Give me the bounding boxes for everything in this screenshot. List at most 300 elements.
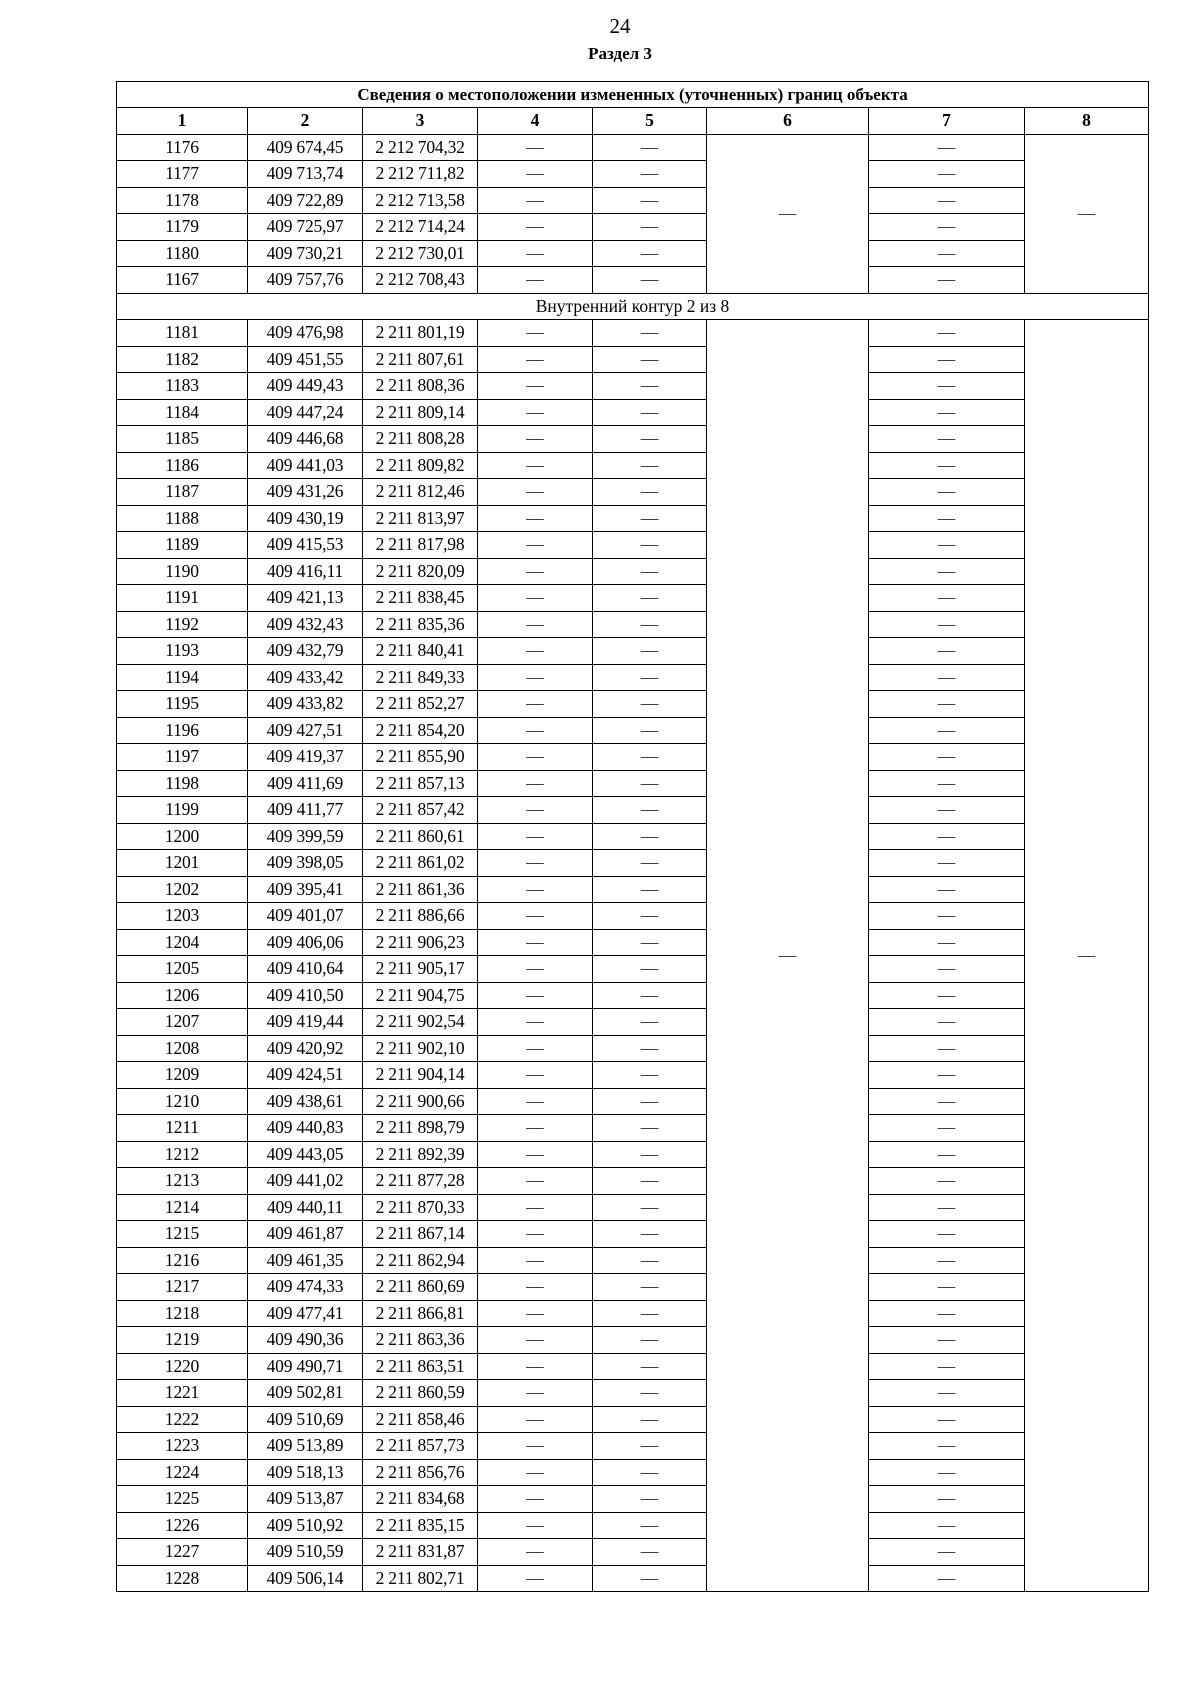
point-number: 1216	[117, 1247, 248, 1274]
table-row	[117, 1353, 1149, 1380]
point-number: 1191	[117, 585, 248, 612]
coordinate-x: 409 410,50	[248, 982, 363, 1009]
dash-cell: —	[478, 823, 593, 850]
dash-cell: —	[478, 267, 593, 294]
dash-cell: —	[869, 1433, 1025, 1460]
coordinate-x: 409 424,51	[248, 1062, 363, 1089]
table-row	[117, 1459, 1149, 1486]
coordinate-y: 2 211 862,94	[363, 1247, 478, 1274]
coordinate-y: 2 211 856,76	[363, 1459, 478, 1486]
dash-cell: —	[478, 1353, 593, 1380]
dash-cell: —	[869, 1194, 1025, 1221]
dash-cell: —	[593, 1433, 707, 1460]
dash-cell: —	[869, 267, 1025, 294]
table-row	[117, 1115, 1149, 1142]
coordinate-x: 409 474,33	[248, 1274, 363, 1301]
table-row	[117, 956, 1149, 983]
point-number: 1220	[117, 1353, 248, 1380]
point-number: 1182	[117, 346, 248, 373]
dash-cell: —	[869, 214, 1025, 241]
dash-cell: —	[593, 373, 707, 400]
dash-cell: —	[478, 1539, 593, 1566]
coordinate-x: 409 510,69	[248, 1406, 363, 1433]
coordinate-x: 409 713,74	[248, 161, 363, 188]
dash-cell: —	[869, 664, 1025, 691]
dash-cell: —	[593, 240, 707, 267]
dash-cell: —	[593, 1062, 707, 1089]
point-number: 1211	[117, 1115, 248, 1142]
dash-cell: —	[478, 638, 593, 665]
dash-cell: —	[478, 373, 593, 400]
coordinate-x: 409 674,45	[248, 134, 363, 161]
point-number: 1222	[117, 1406, 248, 1433]
dash-cell: —	[478, 187, 593, 214]
coordinate-y: 2 212 711,82	[363, 161, 478, 188]
table-row	[117, 1300, 1149, 1327]
dash-cell: —	[478, 1194, 593, 1221]
coordinate-y: 2 211 809,82	[363, 452, 478, 479]
table-row	[117, 1539, 1149, 1566]
coordinate-x: 409 513,87	[248, 1486, 363, 1513]
coordinates-table	[116, 81, 1149, 1592]
coordinate-x: 409 411,69	[248, 770, 363, 797]
coordinate-y: 2 211 861,02	[363, 850, 478, 877]
dash-cell: —	[478, 585, 593, 612]
coordinate-y: 2 211 861,36	[363, 876, 478, 903]
coordinate-x: 409 415,53	[248, 532, 363, 559]
dash-cell: —	[478, 956, 593, 983]
dash-cell: —	[869, 929, 1025, 956]
table-row	[117, 134, 1149, 161]
dash-cell: —	[869, 399, 1025, 426]
dash-cell: —	[593, 1539, 707, 1566]
point-number: 1189	[117, 532, 248, 559]
coordinate-y: 2 211 905,17	[363, 956, 478, 983]
coordinate-x: 409 447,24	[248, 399, 363, 426]
coordinate-x: 409 438,61	[248, 1088, 363, 1115]
point-number: 1198	[117, 770, 248, 797]
column-header: 5	[593, 108, 707, 135]
table-row	[117, 1168, 1149, 1195]
coordinate-x: 409 502,81	[248, 1380, 363, 1407]
point-number: 1190	[117, 558, 248, 585]
point-number: 1183	[117, 373, 248, 400]
dash-cell: —	[593, 664, 707, 691]
dash-cell: —	[593, 1194, 707, 1221]
dash-cell: —	[593, 479, 707, 506]
dash-cell: —	[869, 1221, 1025, 1248]
coordinate-y: 2 211 904,75	[363, 982, 478, 1009]
dash-cell: —	[478, 1274, 593, 1301]
coordinate-y: 2 211 860,69	[363, 1274, 478, 1301]
table-row	[117, 1380, 1149, 1407]
coordinate-y: 2 211 831,87	[363, 1539, 478, 1566]
dash-cell: —	[869, 320, 1025, 347]
dash-cell: —	[593, 187, 707, 214]
dash-cell: —	[593, 399, 707, 426]
dash-cell: —	[869, 1459, 1025, 1486]
point-number: 1203	[117, 903, 248, 930]
coordinate-x: 409 443,05	[248, 1141, 363, 1168]
coordinate-x: 409 506,14	[248, 1565, 363, 1592]
coordinate-x: 409 419,44	[248, 1009, 363, 1036]
point-number: 1214	[117, 1194, 248, 1221]
dash-cell: —	[869, 1353, 1025, 1380]
point-number: 1221	[117, 1380, 248, 1407]
coordinate-y: 2 211 852,27	[363, 691, 478, 718]
dash-cell: —	[869, 1539, 1025, 1566]
merged-dash-cell: —	[707, 320, 869, 1592]
coordinate-x: 409 441,03	[248, 452, 363, 479]
dash-cell: —	[869, 770, 1025, 797]
dash-cell: —	[478, 1459, 593, 1486]
dash-cell: —	[478, 214, 593, 241]
coordinate-y: 2 211 886,66	[363, 903, 478, 930]
coordinate-x: 409 449,43	[248, 373, 363, 400]
point-number: 1212	[117, 1141, 248, 1168]
dash-cell: —	[593, 161, 707, 188]
dash-cell: —	[593, 1512, 707, 1539]
dash-cell: —	[593, 638, 707, 665]
point-number: 1202	[117, 876, 248, 903]
dash-cell: —	[593, 929, 707, 956]
table-row	[117, 1406, 1149, 1433]
dash-cell: —	[869, 1115, 1025, 1142]
dash-cell: —	[593, 1565, 707, 1592]
dash-cell: —	[478, 1247, 593, 1274]
table-row	[117, 161, 1149, 188]
dash-cell: —	[478, 1433, 593, 1460]
coordinate-x: 409 461,87	[248, 1221, 363, 1248]
point-number: 1224	[117, 1459, 248, 1486]
dash-cell: —	[593, 691, 707, 718]
coordinate-x: 409 430,19	[248, 505, 363, 532]
point-number: 1167	[117, 267, 248, 294]
dash-cell: —	[478, 134, 593, 161]
table-row	[117, 1194, 1149, 1221]
dash-cell: —	[869, 1300, 1025, 1327]
point-number: 1219	[117, 1327, 248, 1354]
coordinate-y: 2 211 866,81	[363, 1300, 478, 1327]
dash-cell: —	[478, 1009, 593, 1036]
point-number: 1180	[117, 240, 248, 267]
table-row	[117, 1274, 1149, 1301]
dash-cell: —	[869, 240, 1025, 267]
dash-cell: —	[478, 664, 593, 691]
dash-cell: —	[869, 1327, 1025, 1354]
column-header: 1	[117, 108, 248, 135]
coordinate-y: 2 211 849,33	[363, 664, 478, 691]
coordinate-x: 409 432,43	[248, 611, 363, 638]
coordinate-x: 409 406,06	[248, 929, 363, 956]
coordinate-y: 2 211 812,46	[363, 479, 478, 506]
dash-cell: —	[593, 1009, 707, 1036]
dash-cell: —	[869, 585, 1025, 612]
dash-cell: —	[869, 956, 1025, 983]
coordinate-x: 409 419,37	[248, 744, 363, 771]
coordinate-y: 2 211 902,10	[363, 1035, 478, 1062]
dash-cell: —	[593, 214, 707, 241]
coordinate-x: 409 432,79	[248, 638, 363, 665]
table-row	[117, 479, 1149, 506]
coordinate-x: 409 725,97	[248, 214, 363, 241]
coordinate-y: 2 211 900,66	[363, 1088, 478, 1115]
table-row	[117, 1512, 1149, 1539]
coordinate-y: 2 211 802,71	[363, 1565, 478, 1592]
merged-dash-cell: —	[707, 134, 869, 293]
coordinate-x: 409 757,76	[248, 267, 363, 294]
dash-cell: —	[869, 691, 1025, 718]
coordinate-x: 409 476,98	[248, 320, 363, 347]
dash-cell: —	[593, 850, 707, 877]
table-row	[117, 320, 1149, 347]
coordinate-x: 409 513,89	[248, 1433, 363, 1460]
dash-cell: —	[593, 1486, 707, 1513]
coordinate-y: 2 211 835,15	[363, 1512, 478, 1539]
dash-cell: —	[869, 161, 1025, 188]
dash-cell: —	[869, 426, 1025, 453]
point-number: 1181	[117, 320, 248, 347]
coordinate-y: 2 211 834,68	[363, 1486, 478, 1513]
table-row	[117, 532, 1149, 559]
coordinate-y: 2 211 857,42	[363, 797, 478, 824]
coordinate-y: 2 211 807,61	[363, 346, 478, 373]
coordinate-x: 409 395,41	[248, 876, 363, 903]
table-row	[117, 717, 1149, 744]
coordinate-x: 409 490,71	[248, 1353, 363, 1380]
dash-cell: —	[478, 346, 593, 373]
table-row	[117, 611, 1149, 638]
dash-cell: —	[478, 1141, 593, 1168]
dash-cell: —	[869, 1380, 1025, 1407]
dash-cell: —	[593, 956, 707, 983]
dash-cell: —	[869, 1247, 1025, 1274]
dash-cell: —	[593, 1247, 707, 1274]
dash-cell: —	[593, 903, 707, 930]
table-row	[117, 1062, 1149, 1089]
point-number: 1210	[117, 1088, 248, 1115]
dash-cell: —	[478, 1406, 593, 1433]
point-number: 1205	[117, 956, 248, 983]
coordinate-x: 409 421,13	[248, 585, 363, 612]
dash-cell: —	[478, 903, 593, 930]
coordinate-y: 2 211 898,79	[363, 1115, 478, 1142]
table-row	[117, 1035, 1149, 1062]
point-number: 1200	[117, 823, 248, 850]
dash-cell: —	[869, 187, 1025, 214]
coordinate-y: 2 211 860,59	[363, 1380, 478, 1407]
point-number: 1223	[117, 1433, 248, 1460]
coordinate-y: 2 211 877,28	[363, 1168, 478, 1195]
dash-cell: —	[869, 558, 1025, 585]
coordinate-x: 409 510,92	[248, 1512, 363, 1539]
dash-cell: —	[478, 532, 593, 559]
table-row	[117, 267, 1149, 294]
contour-row	[117, 293, 1149, 320]
point-number: 1176	[117, 134, 248, 161]
point-number: 1193	[117, 638, 248, 665]
dash-cell: —	[593, 982, 707, 1009]
column-header: 8	[1025, 108, 1149, 135]
column-header: 2	[248, 108, 363, 135]
dash-cell: —	[478, 479, 593, 506]
dash-cell: —	[478, 1565, 593, 1592]
table-row	[117, 505, 1149, 532]
coordinate-x: 409 461,35	[248, 1247, 363, 1274]
dash-cell: —	[869, 797, 1025, 824]
dash-cell: —	[478, 1512, 593, 1539]
dash-cell: —	[593, 744, 707, 771]
coordinate-x: 409 433,42	[248, 664, 363, 691]
table-row	[117, 1433, 1149, 1460]
column-header: 6	[707, 108, 869, 135]
dash-cell: —	[593, 346, 707, 373]
point-number: 1177	[117, 161, 248, 188]
dash-cell: —	[593, 452, 707, 479]
page-number: 24	[609, 14, 631, 38]
table-row	[117, 399, 1149, 426]
column-header: 3	[363, 108, 478, 135]
coordinate-x: 409 433,82	[248, 691, 363, 718]
coordinate-y: 2 212 704,32	[363, 134, 478, 161]
dash-cell: —	[593, 1406, 707, 1433]
dash-cell: —	[478, 876, 593, 903]
coordinate-y: 2 211 863,36	[363, 1327, 478, 1354]
dash-cell: —	[478, 1380, 593, 1407]
coordinate-y: 2 211 820,09	[363, 558, 478, 585]
table-row	[117, 558, 1149, 585]
table-row	[117, 214, 1149, 241]
table-row	[117, 929, 1149, 956]
dash-cell: —	[478, 717, 593, 744]
table-row	[117, 903, 1149, 930]
dash-cell: —	[869, 1088, 1025, 1115]
coordinate-y: 2 211 808,36	[363, 373, 478, 400]
coordinate-x: 409 410,64	[248, 956, 363, 983]
dash-cell: —	[869, 1406, 1025, 1433]
point-number: 1228	[117, 1565, 248, 1592]
dash-cell: —	[593, 823, 707, 850]
dash-cell: —	[869, 452, 1025, 479]
point-number: 1226	[117, 1512, 248, 1539]
coordinate-y: 2 211 870,33	[363, 1194, 478, 1221]
coordinate-y: 2 211 817,98	[363, 532, 478, 559]
dash-cell: —	[478, 452, 593, 479]
point-number: 1186	[117, 452, 248, 479]
point-number: 1188	[117, 505, 248, 532]
dash-cell: —	[593, 1300, 707, 1327]
coordinate-x: 409 431,26	[248, 479, 363, 506]
dash-cell: —	[478, 1221, 593, 1248]
dash-cell: —	[869, 505, 1025, 532]
table-row	[117, 1009, 1149, 1036]
coordinate-y: 2 211 860,61	[363, 823, 478, 850]
point-number: 1215	[117, 1221, 248, 1248]
dash-cell: —	[478, 1168, 593, 1195]
dash-cell: —	[869, 982, 1025, 1009]
coordinate-x: 409 416,11	[248, 558, 363, 585]
dash-cell: —	[869, 611, 1025, 638]
dash-cell: —	[478, 1088, 593, 1115]
dash-cell: —	[593, 1221, 707, 1248]
dash-cell: —	[478, 505, 593, 532]
dash-cell: —	[869, 850, 1025, 877]
dash-cell: —	[478, 770, 593, 797]
coordinate-x: 409 399,59	[248, 823, 363, 850]
dash-cell: —	[869, 373, 1025, 400]
column-header: 7	[869, 108, 1025, 135]
dash-cell: —	[869, 903, 1025, 930]
coordinate-y: 2 212 714,24	[363, 214, 478, 241]
dash-cell: —	[593, 267, 707, 294]
point-number: 1208	[117, 1035, 248, 1062]
dash-cell: —	[869, 1035, 1025, 1062]
dash-cell: —	[593, 1115, 707, 1142]
dash-cell: —	[869, 1141, 1025, 1168]
table-row	[117, 1141, 1149, 1168]
coordinate-x: 409 477,41	[248, 1300, 363, 1327]
coordinate-x: 409 518,13	[248, 1459, 363, 1486]
dash-cell: —	[593, 558, 707, 585]
coordinate-x: 409 446,68	[248, 426, 363, 453]
dash-cell: —	[869, 479, 1025, 506]
coordinate-x: 409 730,21	[248, 240, 363, 267]
dash-cell: —	[593, 426, 707, 453]
coordinate-y: 2 211 855,90	[363, 744, 478, 771]
point-number: 1206	[117, 982, 248, 1009]
table-body	[117, 134, 1149, 1592]
table-row	[117, 1088, 1149, 1115]
column-header: 4	[478, 108, 593, 135]
table-row	[117, 744, 1149, 771]
coordinate-y: 2 211 902,54	[363, 1009, 478, 1036]
dash-cell: —	[869, 1512, 1025, 1539]
dash-cell: —	[869, 823, 1025, 850]
point-number: 1204	[117, 929, 248, 956]
dash-cell: —	[478, 929, 593, 956]
table-row	[117, 187, 1149, 214]
dash-cell: —	[478, 1486, 593, 1513]
dash-cell: —	[478, 1327, 593, 1354]
merged-dash-cell: —	[1025, 320, 1149, 1592]
dash-cell: —	[593, 1274, 707, 1301]
coordinate-x: 409 401,07	[248, 903, 363, 930]
table-row	[117, 664, 1149, 691]
table-row	[117, 823, 1149, 850]
coordinate-y: 2 212 713,58	[363, 187, 478, 214]
dash-cell: —	[478, 1035, 593, 1062]
table-row	[117, 1247, 1149, 1274]
dash-cell: —	[593, 134, 707, 161]
dash-cell: —	[869, 1274, 1025, 1301]
dash-cell: —	[593, 876, 707, 903]
dash-cell: —	[869, 1062, 1025, 1089]
point-number: 1209	[117, 1062, 248, 1089]
dash-cell: —	[593, 1459, 707, 1486]
coordinate-x: 409 398,05	[248, 850, 363, 877]
table-row	[117, 797, 1149, 824]
dash-cell: —	[869, 638, 1025, 665]
coordinate-x: 409 451,55	[248, 346, 363, 373]
coordinate-y: 2 211 854,20	[363, 717, 478, 744]
dash-cell: —	[593, 797, 707, 824]
dash-cell: —	[593, 1380, 707, 1407]
dash-cell: —	[593, 505, 707, 532]
table-row	[117, 1486, 1149, 1513]
dash-cell: —	[869, 1009, 1025, 1036]
point-number: 1185	[117, 426, 248, 453]
table-row	[117, 876, 1149, 903]
